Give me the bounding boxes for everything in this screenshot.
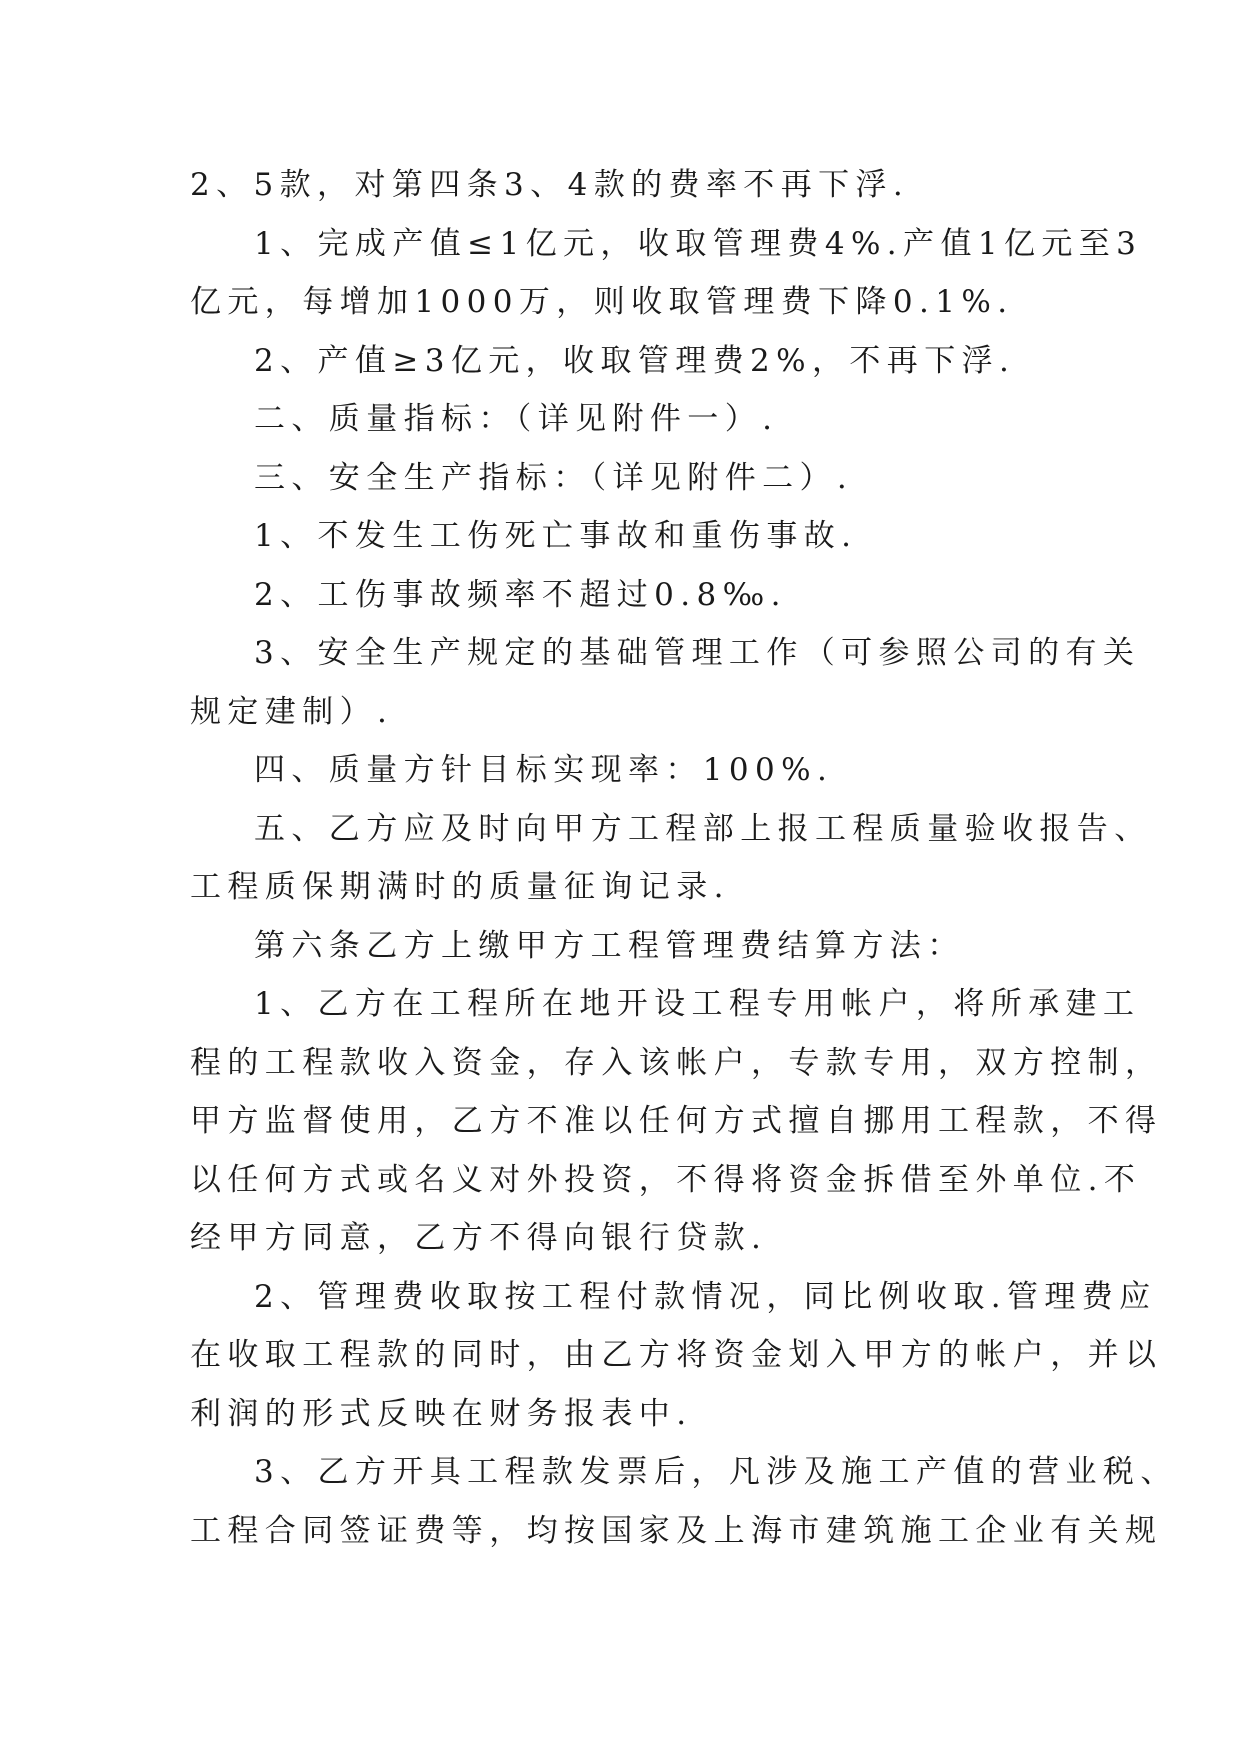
text-line: 五、乙方应及时向甲方工程部上报工程质量验收报告、: [254, 810, 1152, 847]
text-line: 亿元，每增加1000万，则收取管理费下降0.1%.: [190, 284, 1014, 320]
text-line: 2、管理费收取按工程付款情况，同比例收取.管理费应: [254, 1278, 1157, 1315]
text-line: 四、质量方针目标实现率：100%.: [254, 752, 834, 788]
text-line: 1、乙方在工程所在地开设工程专用帐户，将所承建工: [254, 986, 1141, 1022]
text-line: 以任何方式或名义对外投资，不得将资金拆借至外单位.不: [190, 1161, 1142, 1198]
text-line: 2、工伤事故频率不超过0.8‰.: [254, 576, 787, 613]
text-line: 3、乙方开具工程款发票后，凡涉及施工产值的营业税、: [254, 1454, 1178, 1490]
text-line: 工程质保期满时的质量征询记录.: [190, 869, 730, 905]
text-line: 1、不发生工伤死亡事故和重伤事故.: [254, 518, 858, 554]
text-line: 第六条乙方上缴甲方工程管理费结算方法：: [254, 927, 965, 964]
text-line: 2、产值≥3亿元，收取管理费2%，不再下浮.: [254, 342, 1016, 379]
text-line: 在收取工程款的同时，由乙方将资金划入甲方的帐户，并以: [190, 1337, 1163, 1373]
text-line: 二、质量指标：（详见附件一）.: [254, 401, 779, 437]
document-body: [190, 156, 1178, 1560]
text-line: 3、安全生产规定的基础管理工作（可参照公司的有关: [254, 635, 1141, 671]
text-line: 2、5款，对第四条3、4款的费率不再下浮.: [190, 167, 910, 203]
text-line: 程的工程款收入资金，存入该帐户，专款专用，双方控制，: [190, 1044, 1163, 1081]
text-line: 规定建制）.: [190, 693, 394, 730]
text-line: 1、完成产值≤1亿元，收取管理费4%.产值1亿元至3: [254, 225, 1143, 262]
text-line: 甲方监督使用，乙方不准以任何方式擅自挪用工程款，不得: [190, 1103, 1163, 1139]
text-line: 工程合同签证费等，均按国家及上海市建筑施工企业有关规: [190, 1512, 1163, 1549]
text-line: 经甲方同意，乙方不得向银行贷款.: [190, 1220, 768, 1256]
text-line: 利润的形式反映在财务报表中.: [190, 1395, 693, 1432]
text-line: 三、安全生产指标：（详见附件二）.: [254, 459, 854, 496]
